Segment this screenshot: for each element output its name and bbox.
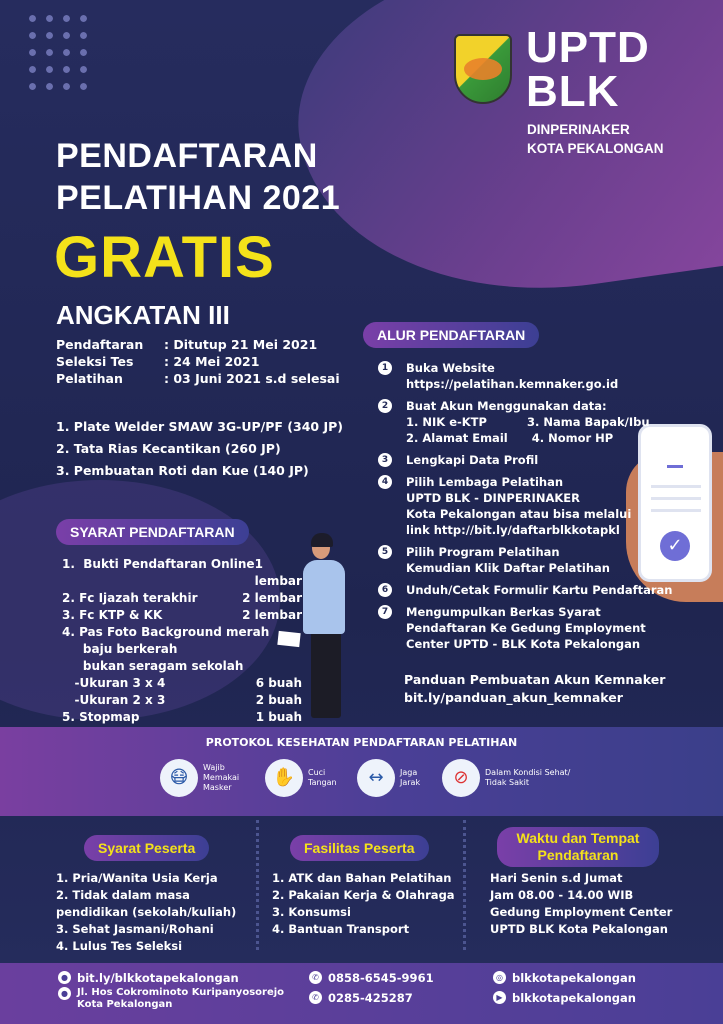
syarat-pendaftaran-title: SYARAT PENDAFTARAN — [56, 519, 249, 545]
brand-department: DINPERINAKER KOTA PEKALONGAN — [527, 122, 664, 156]
step-number-icon: 4 — [378, 475, 392, 489]
schedule — [56, 336, 340, 387]
alur-steps — [378, 360, 678, 658]
city-emblem-logo — [454, 34, 512, 104]
footer-instagram[interactable]: ◎ blkkotapekalongan — [493, 971, 636, 984]
globe-icon: ● — [58, 971, 71, 984]
protokol-item: 😷 Wajib Memakai Masker — [160, 759, 239, 797]
column-divider — [463, 820, 466, 950]
syarat-pendaftaran-list — [62, 556, 302, 726]
footer-website[interactable]: ● bit.ly/blkkotapekalongan — [58, 971, 239, 984]
protokol-item: ⊘ Dalam Kondisi Sehat/ Tidak Sakit — [442, 759, 570, 797]
schedule-row: Pendaftaran : Ditutup 21 Mei 2021 — [56, 337, 318, 352]
location-icon: ● — [58, 987, 71, 1000]
footer-address: ● Jl. Hos Cokrominoto Kuripanyosorejo Kota Pekalongan — [58, 987, 284, 1011]
person-illustration — [311, 632, 341, 718]
alur-step: 4 Pilih Lembaga Pelatihan UPTD BLK - DINPERINAKER Kota Pekalongan atau bisa melalui link http://bit.ly/daftarblkkotapkl — [378, 474, 678, 538]
syarat-item: 1. Bukti Pendaftaran Online 1 lembar — [62, 557, 302, 588]
syarat-item: 2. Fc Ijazah terakhir 2 lembar — [62, 591, 302, 605]
step-number-icon: 5 — [378, 545, 392, 559]
instagram-icon: ◎ — [493, 971, 506, 984]
syarat-item: 3. Fc KTP & KK 2 lembar — [62, 608, 302, 622]
page-title: PENDAFTARAN PELATIHAN 2021 — [56, 137, 341, 217]
syarat-item: bukan seragam sekolah — [62, 659, 244, 673]
program-item: 1. Plate Welder SMAW 3G-UP/PF (340 JP) — [56, 419, 343, 434]
syarat-peserta-title: Syarat Peserta — [84, 835, 209, 861]
checkmark-icon: ✓ — [660, 531, 690, 561]
alur-step: 6 Unduh/Cetak Formulir Kartu Pendaftaran — [378, 582, 678, 598]
waktu-list: Hari Senin s.d Jumat Jam 08.00 - 14.00 WIB Gedung Employment Center UPTD BLK Kota Pekalongan — [490, 871, 673, 936]
phone-icon: ✆ — [309, 991, 322, 1004]
youtube-icon: ▶ — [493, 991, 506, 1004]
syarat-item: baju berkerah — [62, 642, 178, 656]
person-illustration — [311, 533, 333, 547]
panduan-akun: Panduan Pembuatan Akun Kemnaker bit.ly/panduan_akun_kemnaker — [404, 672, 666, 705]
program-item: 2. Tata Rias Kecantikan (260 JP) — [56, 441, 281, 456]
alur-step: 7 Mengumpulkan Berkas Syarat Pendaftaran Ke Gedung Employment Center UPTD - BLK Kota Pekalongan — [378, 604, 678, 652]
step-number-icon: 2 — [378, 399, 392, 413]
syarat-item: -Ukuran 3 x 4 6 buah — [62, 676, 302, 690]
protokol-item: ↔ Jaga Jarak — [357, 759, 420, 797]
wash-hands-icon: ✋ — [265, 759, 303, 797]
step-number-icon: 1 — [378, 361, 392, 375]
schedule-row: Pelatihan : 03 Juni 2021 s.d selesai — [56, 371, 340, 386]
program-list — [56, 416, 343, 482]
mask-icon: 😷 — [160, 759, 198, 797]
person-illustration — [303, 560, 345, 634]
schedule-row: Seleksi Tes : 24 Mei 2021 — [56, 354, 260, 369]
step-number-icon: 6 — [378, 583, 392, 597]
column-divider — [256, 820, 259, 950]
protokol-title: PROTOKOL KESEHATAN PENDAFTARAN PELATIHAN — [205, 736, 518, 749]
fasilitas-list: 1. ATK dan Bahan Pelatihan 2. Pakaian Kerja & Olahraga 3. Konsumsi 4. Bantuan Transport — [272, 871, 455, 936]
alur-step: 3 Lengkapi Data Profil — [378, 452, 678, 468]
syarat-peserta-list: 1. Pria/Wanita Usia Kerja 2. Tidak dalam masa pendidikan (sekolah/kuliah) 3. Sehat Jasmani/Rohani 4. Lulus Tes Seleksi — [56, 871, 237, 953]
alur-pendaftaran-title: ALUR PENDAFTARAN — [363, 322, 539, 348]
syarat-item: 5. Stopmap 1 buah — [62, 710, 302, 724]
brand-name: UPTD BLK — [526, 23, 650, 116]
syarat-item: 4. Pas Foto Background merah — [62, 625, 270, 639]
footer-youtube[interactable]: ▶ blkkotapekalongan — [493, 991, 636, 1004]
protokol-item: ✋ Cuci Tangan — [265, 759, 337, 797]
fasilitas-title: Fasilitas Peserta — [290, 835, 429, 861]
alur-step: 2 Buat Akun Menggunakan data: 1. NIK e-KTP 3. Nama Bapak/Ibu 2. Alamat Email 4. Nomor HP — [378, 398, 678, 446]
whatsapp-icon: ✆ — [309, 971, 322, 984]
footer-whatsapp[interactable]: ✆ 0858-6545-9961 — [309, 971, 434, 984]
step-number-icon: 7 — [378, 605, 392, 619]
alur-step: 5 Pilih Program Pelatihan Kemudian Klik Daftar Pelatihan — [378, 544, 678, 576]
alur-step: 1 Buka Website https://pelatihan.kemnaker.go.id — [378, 360, 678, 392]
waktu-title: Waktu dan Tempat Pendaftaran — [497, 827, 659, 867]
step-number-icon: 3 — [378, 453, 392, 467]
distance-icon: ↔ — [357, 759, 395, 797]
gratis-label: GRATIS — [54, 225, 275, 290]
dot-pattern — [24, 10, 94, 100]
program-item: 3. Pembuatan Roti dan Kue (140 JP) — [56, 463, 309, 478]
footer-phone[interactable]: ✆ 0285-425287 — [309, 991, 413, 1004]
paper-illustration — [277, 631, 300, 647]
no-sick-icon: ⊘ — [442, 759, 480, 797]
batch-label: ANGKATAN III — [56, 300, 230, 330]
syarat-item: -Ukuran 2 x 3 2 buah — [62, 693, 302, 707]
